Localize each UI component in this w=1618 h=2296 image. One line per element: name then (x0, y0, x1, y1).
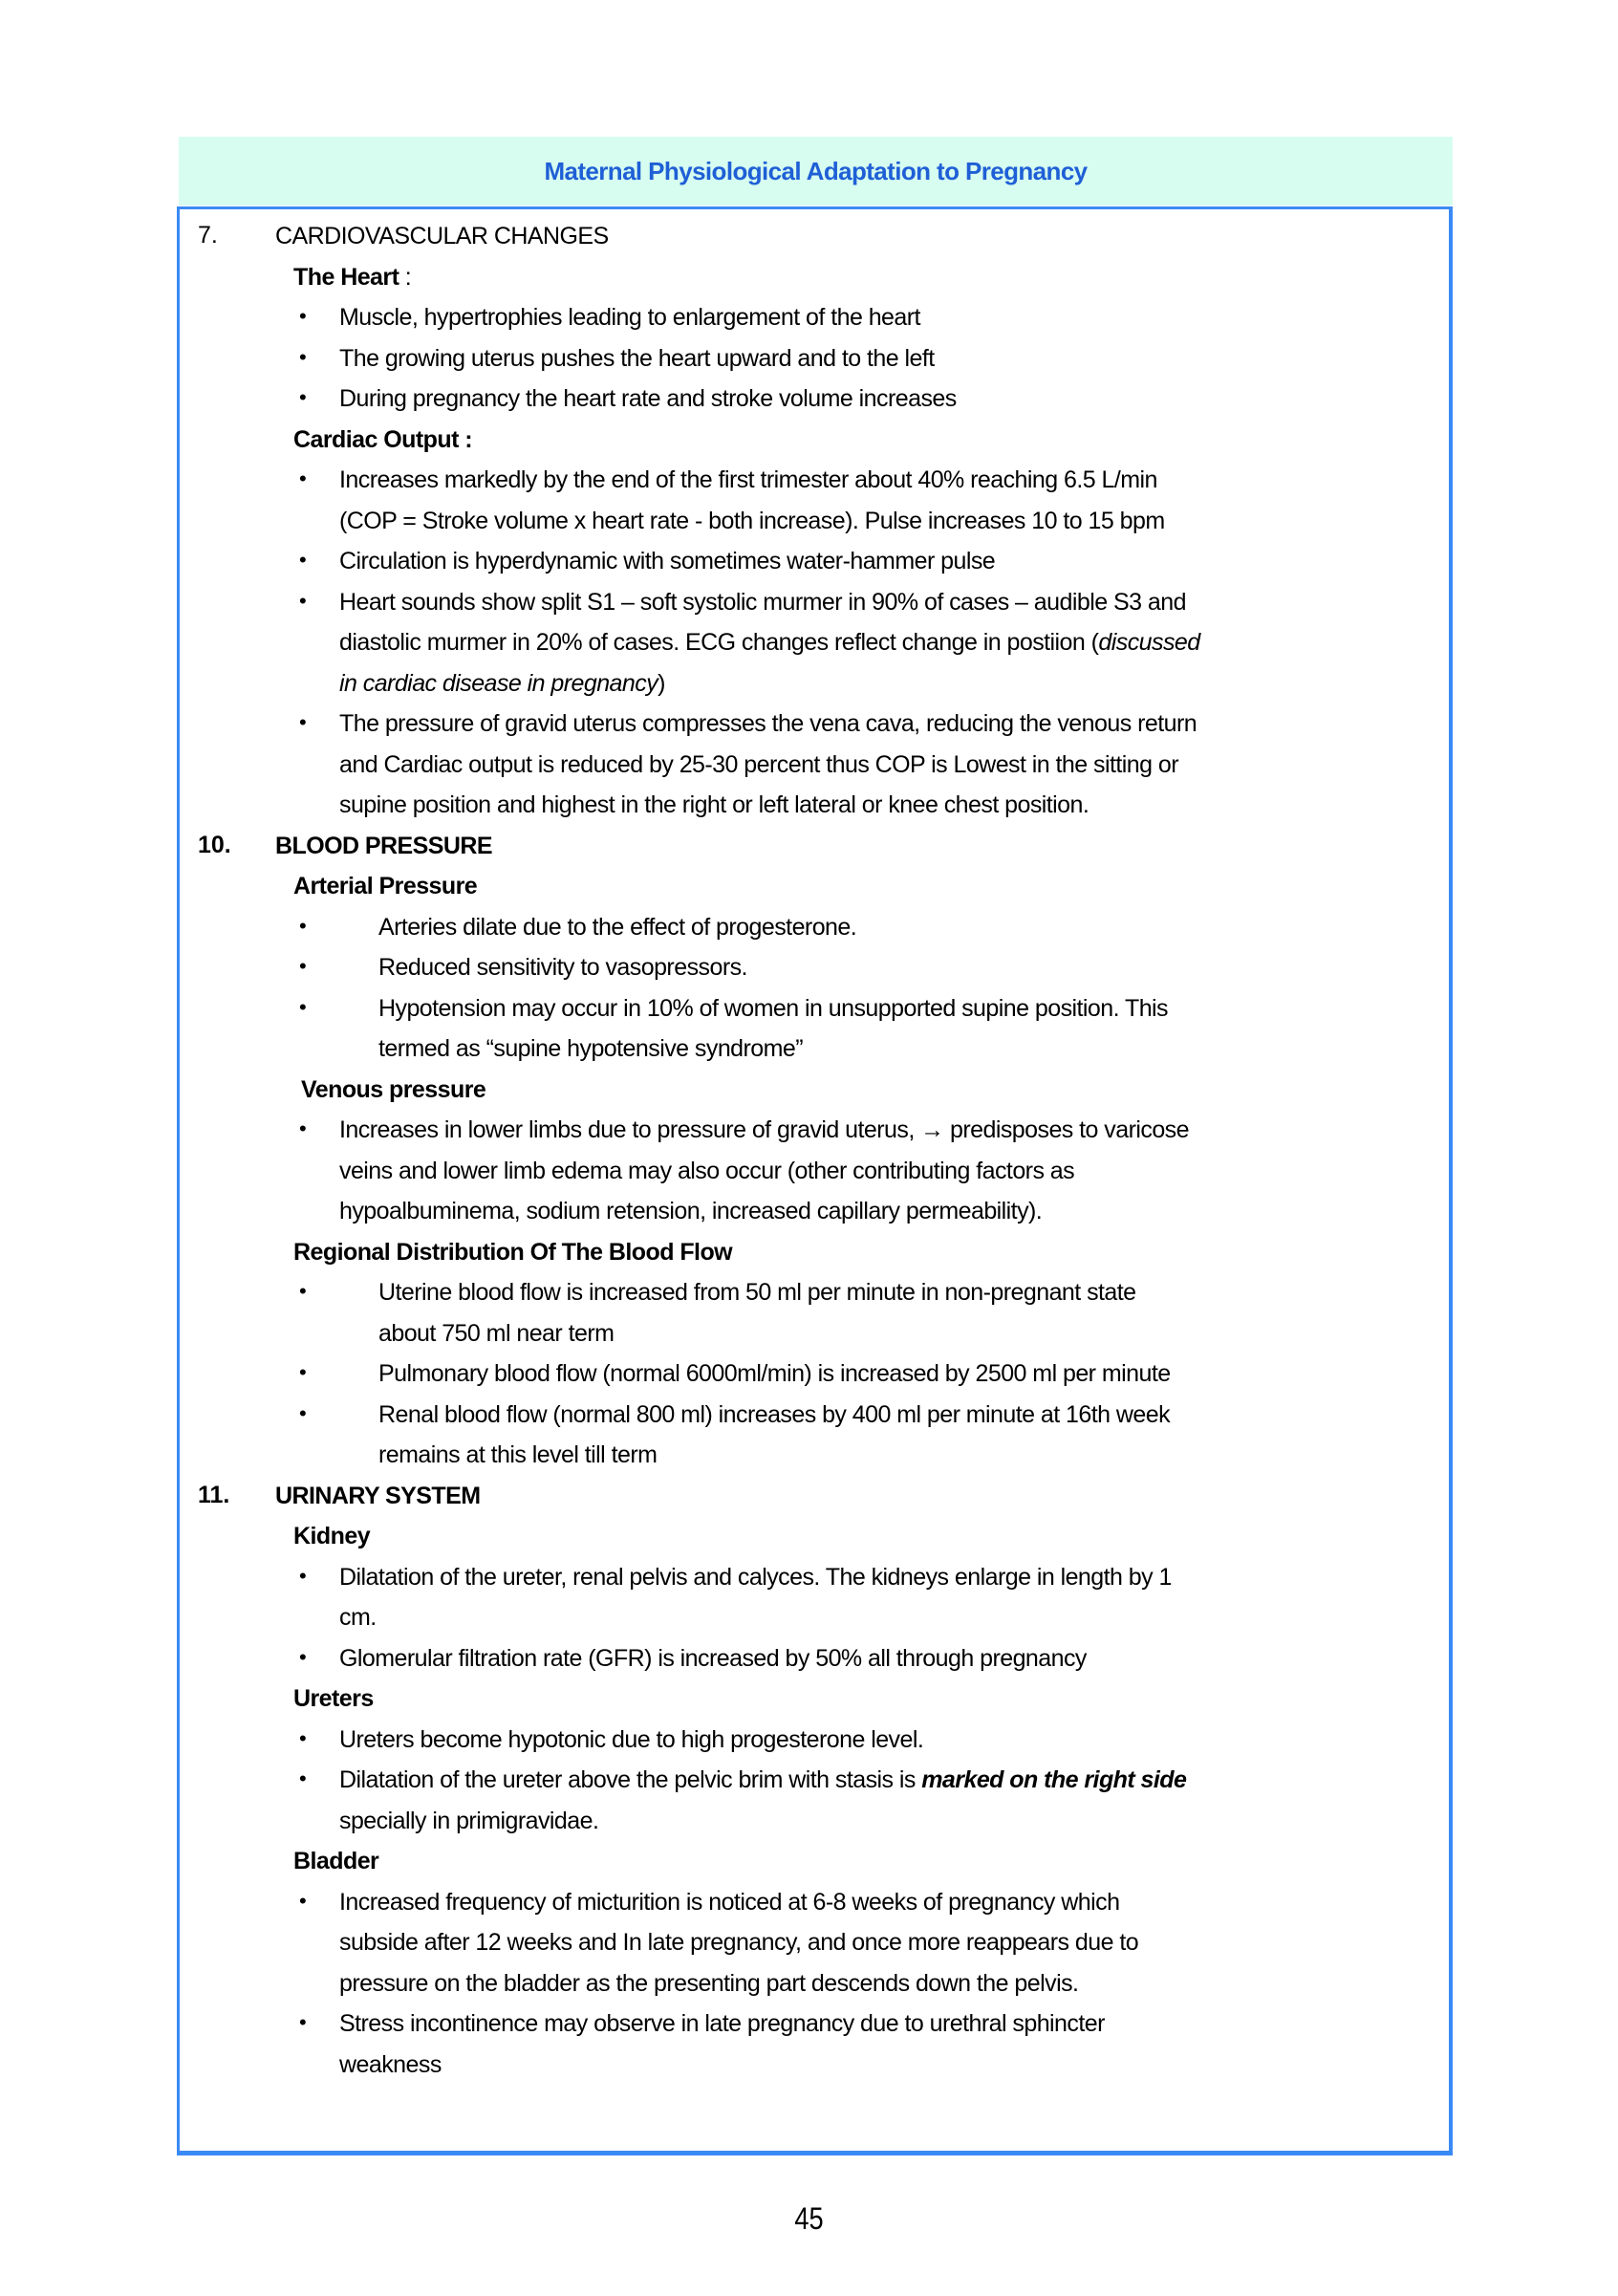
list-item-continuation: (COP = Stroke volume x heart rate - both increase). Pulse increases 10 to 15 bpm (339, 508, 1165, 534)
bullet-icon: • (299, 548, 307, 572)
subsection-title: Venous pressure (301, 1076, 486, 1103)
bullet-icon: • (299, 1726, 307, 1750)
list-item: During pregnancy the heart rate and stroke volume increases (339, 385, 957, 412)
list-item: Stress incontinence may observe in late pregnancy due to urethral sphincter (339, 2010, 1105, 2037)
list-item: The growing uterus pushes the heart upward and to the left (339, 345, 935, 372)
list-item-continuation: specially in primigravidae. (339, 1808, 599, 1834)
header-band (179, 137, 1453, 206)
text-run: diastolic murmer in 20% of cases. ECG changes reflect change in postiion ( (339, 629, 1099, 656)
italic-text-run: in cardiac disease in pregnancy (339, 670, 658, 697)
bullet-icon: • (299, 914, 307, 938)
list-item: Ureters become hypotonic due to high progesterone level. (339, 1726, 924, 1753)
bullet-icon: • (299, 1889, 307, 1913)
list-item-continuation: weakness (339, 2051, 442, 2078)
list-item: Uterine blood flow is increased from 50 ml per minute in non-pregnant state (378, 1279, 1136, 1306)
bullet-icon: • (299, 1645, 307, 1669)
bullet-icon: • (299, 710, 307, 734)
list-item: Glomerular filtration rate (GFR) is increased by 50% all through pregnancy (339, 1645, 1087, 1672)
section-title: CARDIOVASCULAR CHANGES (275, 223, 609, 249)
bullet-icon: • (299, 345, 307, 369)
page-number: 45 (794, 2201, 824, 2236)
list-item-continuation: veins and lower limb edema may also occur (other contributing factors as (339, 1158, 1075, 1184)
page-header-title: Maternal Physiological Adaptation to Pregnancy (544, 156, 1088, 185)
section-number: 7. (198, 222, 218, 249)
subsection-title: Kidney (293, 1523, 371, 1549)
bullet-icon: • (299, 1279, 307, 1303)
subsection-title: Regional Distribution Of The Blood Flow (293, 1239, 733, 1266)
italic-text-run: discussed (1098, 629, 1200, 656)
bullet-icon: • (299, 1116, 307, 1140)
list-item-continuation: hypoalbuminema, sodium retension, increased capillary permeability). (339, 1198, 1043, 1224)
list-item: Dilatation of the ureter, renal pelvis and calyces. The kidneys enlarge in length by 1 (339, 1564, 1172, 1591)
bullet-icon: • (299, 304, 307, 328)
bullet-icon: • (299, 1766, 307, 1790)
bullet-icon: • (299, 2010, 307, 2034)
list-item-continuation: cm. (339, 1604, 377, 1631)
list-item-continuation: supine position and highest in the right or left lateral or knee chest position. (339, 791, 1089, 818)
bullet-icon: • (299, 995, 307, 1019)
list-item-continuation: termed as “supine hypotensive syndrome” (378, 1035, 804, 1062)
emphasis-text-run: marked on the right side (921, 1766, 1187, 1793)
list-item (339, 1116, 1189, 1144)
list-item: Increased frequency of micturition is noticed at 6-8 weeks of pregnancy which (339, 1889, 1120, 1916)
bullet-icon: • (299, 954, 307, 978)
subsection-title: Ureters (293, 1685, 374, 1712)
bullet-icon: • (299, 466, 307, 490)
arrow-right-icon: → (920, 1116, 944, 1143)
section-title: URINARY SYSTEM (275, 1483, 481, 1509)
list-item: Circulation is hyperdynamic with sometimes water-hammer pulse (339, 548, 996, 574)
list-item: Reduced sensitivity to vasopressors. (378, 954, 747, 981)
subsection-title (293, 263, 411, 292)
bullet-icon: • (299, 1564, 307, 1588)
subsection-title-text: The Heart (293, 264, 399, 291)
list-item-continuation: subside after 12 weeks and In late pregnancy, and once more reappears due to (339, 1929, 1139, 1956)
list-item: Hypotension may occur in 10% of women in unsupported supine position. This (378, 995, 1169, 1022)
list-item-continuation: about 750 ml near term (378, 1320, 615, 1347)
list-item-continuation: pressure on the bladder as the presenting part descends down the pelvis. (339, 1970, 1079, 1997)
text-run: ) (658, 670, 665, 697)
list-item: Renal blood flow (normal 800 ml) increases by 400 ml per minute at 16th week (378, 1401, 1171, 1428)
list-item-continuation: and Cardiac output is reduced by 25-30 percent thus COP is Lowest in the sitting or (339, 751, 1179, 778)
list-item: Arteries dilate due to the effect of progesterone. (378, 914, 857, 941)
list-item: Heart sounds show split S1 – soft systolic murmer in 90% of cases – audible S3 and (339, 589, 1186, 616)
list-item: Muscle, hypertrophies leading to enlargement of the heart (339, 304, 920, 331)
subsection-title-suffix: : (399, 264, 412, 291)
subsection-title: Cardiac Output : (293, 426, 473, 453)
text-run: Dilatation of the ureter above the pelvic brim with stasis is (339, 1766, 922, 1793)
text-run: predisposes to varicose (943, 1116, 1189, 1143)
list-item: Increases markedly by the end of the first trimester about 40% reaching 6.5 L/min (339, 466, 1157, 493)
subsection-title: Bladder (293, 1848, 379, 1874)
section-number: 11. (198, 1482, 230, 1508)
text-run: Increases in lower limbs due to pressure of gravid uterus, (339, 1116, 921, 1143)
section-number: 10. (198, 832, 231, 858)
bullet-icon: • (299, 589, 307, 613)
list-item-continuation (339, 628, 1200, 657)
bullet-icon: • (299, 1360, 307, 1384)
list-item (339, 1765, 1186, 1794)
list-item-continuation: remains at this level till term (378, 1441, 658, 1468)
subsection-title: Arterial Pressure (293, 873, 478, 899)
bullet-icon: • (299, 1401, 307, 1425)
list-item: The pressure of gravid uterus compresses the vena cava, reducing the venous return (339, 710, 1197, 737)
bullet-icon: • (299, 385, 307, 409)
list-item: Pulmonary blood flow (normal 6000ml/min) is increased by 2500 ml per minute (378, 1360, 1171, 1387)
list-item-continuation (339, 669, 665, 698)
section-title: BLOOD PRESSURE (275, 833, 493, 859)
